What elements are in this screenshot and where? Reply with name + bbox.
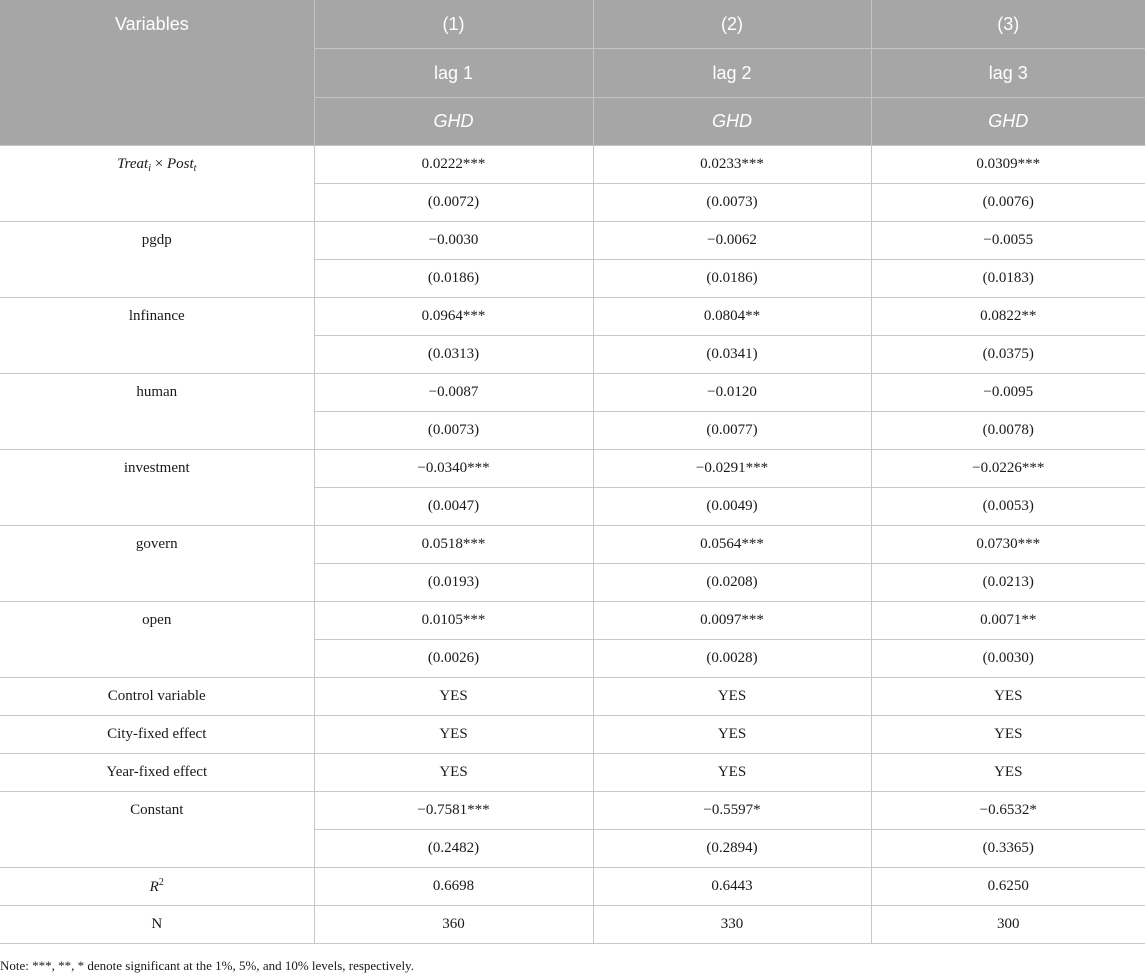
r2-cell: 0.6698	[314, 868, 593, 906]
yes-cell: YES	[314, 754, 593, 792]
variables-header: Variables	[0, 0, 314, 146]
table-row-human	[0, 374, 1145, 412]
row-label-n: N	[0, 906, 314, 944]
coef-cell: −0.0340***	[314, 450, 593, 488]
se-cell: (0.0078)	[871, 412, 1145, 450]
r2-cell: 0.6443	[593, 868, 871, 906]
se-cell: (0.0073)	[593, 184, 871, 222]
column-number-1: (1)	[314, 0, 593, 49]
se-cell: (0.0208)	[593, 564, 871, 602]
row-label-year-fixed-effect: Year-fixed effect	[0, 754, 314, 792]
row-label-r-squared	[0, 868, 314, 906]
coef-cell: 0.0964***	[314, 298, 593, 336]
table-row-n	[0, 906, 1145, 944]
se-cell: (0.0186)	[314, 260, 593, 298]
se-cell: (0.0375)	[871, 336, 1145, 374]
table-body	[0, 146, 1145, 944]
table-row-pgdp	[0, 222, 1145, 260]
coef-cell: −0.0062	[593, 222, 871, 260]
yes-cell: YES	[314, 716, 593, 754]
se-cell: (0.0026)	[314, 640, 593, 678]
row-label-lnfinance: lnfinance	[0, 298, 314, 374]
coef-cell: −0.0055	[871, 222, 1145, 260]
se-cell: (0.0073)	[314, 412, 593, 450]
table-row-city-fixed-effect	[0, 716, 1145, 754]
se-cell: (0.0072)	[314, 184, 593, 222]
row-label-city-fixed-effect: City-fixed effect	[0, 716, 314, 754]
column-lag-1: lag 1	[314, 49, 593, 98]
yes-cell: YES	[871, 678, 1145, 716]
row-label-pgdp: pgdp	[0, 222, 314, 298]
row-label-treat-post	[0, 146, 314, 222]
coef-cell: −0.6532*	[871, 792, 1145, 830]
se-cell: (0.0213)	[871, 564, 1145, 602]
table-row-open	[0, 602, 1145, 640]
coef-cell: 0.0564***	[593, 526, 871, 564]
se-cell: (0.0076)	[871, 184, 1145, 222]
coef-cell: −0.0087	[314, 374, 593, 412]
n-cell: 360	[314, 906, 593, 944]
r-squared-base: R	[149, 879, 159, 895]
coef-cell: 0.0804**	[593, 298, 871, 336]
coef-cell: 0.0222***	[314, 146, 593, 184]
r-squared-superscript: 2	[158, 877, 164, 888]
coef-cell: 0.0071**	[871, 602, 1145, 640]
column-dependent-2: GHD	[593, 98, 871, 146]
se-cell: (0.0313)	[314, 336, 593, 374]
yes-cell: YES	[314, 678, 593, 716]
row-label-human: human	[0, 374, 314, 450]
table-row-r-squared	[0, 868, 1145, 906]
se-cell: (0.0077)	[593, 412, 871, 450]
coef-cell: 0.0105***	[314, 602, 593, 640]
se-cell: (0.0193)	[314, 564, 593, 602]
row-label-control-variable: Control variable	[0, 678, 314, 716]
coef-cell: 0.0097***	[593, 602, 871, 640]
se-cell: (0.0341)	[593, 336, 871, 374]
column-lag-2: lag 2	[593, 49, 871, 98]
se-cell: (0.0030)	[871, 640, 1145, 678]
row-label-govern: govern	[0, 526, 314, 602]
column-dependent-1: GHD	[314, 98, 593, 146]
coef-cell: −0.7581***	[314, 792, 593, 830]
se-cell: (0.3365)	[871, 830, 1145, 868]
post-subscript: t	[193, 163, 197, 174]
table-header	[0, 0, 1145, 146]
row-label-investment: investment	[0, 450, 314, 526]
column-number-2: (2)	[593, 0, 871, 49]
yes-cell: YES	[593, 716, 871, 754]
column-dependent-3: GHD	[871, 98, 1145, 146]
row-label-open: open	[0, 602, 314, 678]
table-row-control-variable	[0, 678, 1145, 716]
times-symbol: ×	[150, 156, 167, 172]
coef-cell: −0.0120	[593, 374, 871, 412]
yes-cell: YES	[871, 754, 1145, 792]
n-cell: 300	[871, 906, 1145, 944]
table-row-govern	[0, 526, 1145, 564]
coef-cell: −0.0291***	[593, 450, 871, 488]
table-row-treat-post	[0, 146, 1145, 184]
row-label-constant: Constant	[0, 792, 314, 868]
treat-term: Treat	[117, 156, 149, 172]
se-cell: (0.2894)	[593, 830, 871, 868]
table-row-lnfinance	[0, 298, 1145, 336]
yes-cell: YES	[871, 716, 1145, 754]
column-number-3: (3)	[871, 0, 1145, 49]
coef-cell: 0.0233***	[593, 146, 871, 184]
se-cell: (0.2482)	[314, 830, 593, 868]
coef-cell: 0.0309***	[871, 146, 1145, 184]
post-term: Post	[166, 156, 194, 172]
coef-cell: 0.0518***	[314, 526, 593, 564]
n-cell: 330	[593, 906, 871, 944]
coef-cell: −0.0226***	[871, 450, 1145, 488]
se-cell: (0.0028)	[593, 640, 871, 678]
se-cell: (0.0183)	[871, 260, 1145, 298]
coef-cell: −0.0095	[871, 374, 1145, 412]
table-row-constant	[0, 792, 1145, 830]
column-lag-3: lag 3	[871, 49, 1145, 98]
table-row-year-fixed-effect	[0, 754, 1145, 792]
table-note: Note: ***, **, * denote significant at the 1%, 5%, and 10% levels, respectively.	[0, 958, 414, 973]
coef-cell: 0.0822**	[871, 298, 1145, 336]
treat-subscript: i	[148, 163, 151, 174]
coef-cell: 0.0730***	[871, 526, 1145, 564]
se-cell: (0.0186)	[593, 260, 871, 298]
se-cell: (0.0049)	[593, 488, 871, 526]
yes-cell: YES	[593, 678, 871, 716]
yes-cell: YES	[593, 754, 871, 792]
r2-cell: 0.6250	[871, 868, 1145, 906]
table-row-investment	[0, 450, 1145, 488]
coef-cell: −0.5597*	[593, 792, 871, 830]
se-cell: (0.0053)	[871, 488, 1145, 526]
se-cell: (0.0047)	[314, 488, 593, 526]
coef-cell: −0.0030	[314, 222, 593, 260]
